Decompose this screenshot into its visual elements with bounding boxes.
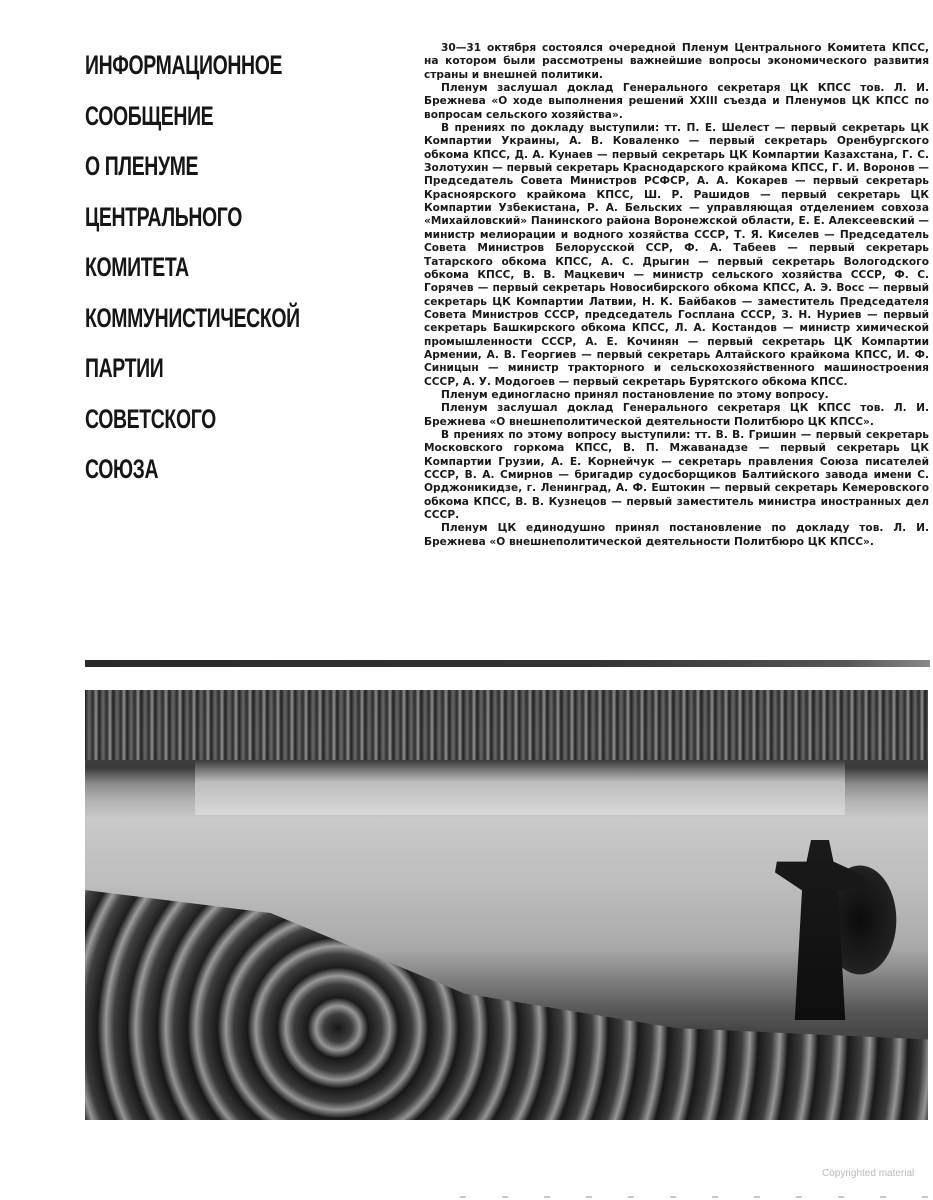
article-paragraph: 30—31 октября состоялся очередной Пленум Центрального Комитета КПСС, на котором были рассмотрены важнейшие вопросы экономического развития страны и внешней политики. [424, 42, 929, 81]
footer-scan-marks [460, 1196, 930, 1198]
headline-line: СОВЕТСКОГО [85, 403, 216, 434]
headline-line: ИНФОРМАЦИОННОЕ [85, 50, 283, 80]
copyright-notice: Copyrighted material [822, 1168, 915, 1179]
photo-background-crowd [85, 690, 928, 760]
headline-line: СОЮЗА [85, 454, 159, 484]
article-paragraph: Пленум заслушал доклад Генерального секретаря ЦК КПСС тов. Л. И. Брежнева «О внешнеполитической деятельности Политбюро ЦК КПСС». [424, 402, 929, 428]
headline-line: ПАРТИИ [85, 353, 164, 383]
headline-line: КОММУНИСТИЧЕСКОЙ [85, 302, 300, 333]
article-paragraph: В прениях по этому вопросу выступили: тт. В. В. Гришин — первый секретарь Московского горкома КПСС, В. П. Мжаванадзе — первый секретарь ЦК Компартии Грузии, А. Е. Корнейчук — секретарь правления Союза писателей СССР, В. А. Смирнов — бригадир судосборщиков Балтийского завода имени С. Орджоникидзе, г. Ленинград, А. Ф. Ештокин — первый секретарь Кемеровского обкома КПСС, В. В. Кузнецов — первый заместитель министра иностранных дел СССР. [424, 428, 929, 522]
headline [85, 40, 325, 495]
article-body [424, 42, 929, 549]
photo-barrier [195, 760, 845, 815]
headline-line: ЦЕНТРАЛЬНОГО [85, 201, 242, 232]
headline-line: СООБЩЕНИЕ [85, 100, 214, 131]
article-paragraph: Пленум заслушал доклад Генерального секретаря ЦК КПСС тов. Л. И. Брежнева «О ходе выполнения решений XXIII съезда и Пленумов ЦК КПСС по вопросам сельского хозяйства». [424, 82, 929, 121]
horizontal-rule [85, 660, 930, 667]
article-paragraph: Пленум ЦК единодушно принял постановление по докладу тов. Л. И. Брежнева «О внешнеполитической деятельности Политбюро ЦК КПСС». [424, 522, 929, 548]
crowd-photo [85, 690, 928, 1120]
photo-officer-figure [775, 840, 865, 1020]
article-paragraph: Пленум единогласно принял постановление по этому вопросу. [441, 388, 829, 401]
headline-line: О ПЛЕНУМЕ [85, 151, 199, 181]
article-paragraph: В прениях по докладу выступили: тт. П. Е. Шелест — первый секретарь ЦК Компартии Украины, А. В. Коваленко — первый секретарь Оренбургского обкома КПСС, Д. А. Кунаев — первый секретарь ЦК Компартии Казахстана, Г. С. Золотухин — первый секретарь Краснодарского крайкома КПСС, Г. И. Воронов — Председатель Совета Министров РСФСР, А. А. Кокарев — первый секретарь Красноярского крайкома КПСС, Ш. Р. Рашидов — первый секретарь ЦК Компартии Узбекистана, Р. А. Бельских — управляющая отделением совхоза «Михайловский» Панинского района Воронежской области, Е. Е. Алексеевский — министр мелиорации и водного хозяйства СССР, Т. Я. Киселев — Председатель Совета Министров Белорусской ССР, Ф. А. Табеев — первый секретарь Татарского обкома КПСС, А. С. Дрыгин — первый секретарь Вологодского обкома КПСС, В. В. Мацкевич — министр сельского хозяйства СССР, Ф. С. Горячев — первый секретарь Новосибирского обкома КПСС, А. Э. Восс — первый секретарь ЦК Компартии Латвии, Н. К. Байбаков — заместитель Председателя Совета Министров СССР, председатель Госплана СССР, З. Н. Нуриев — первый секретарь Башкирского обкома КПСС, Л. А. Костандов — министр химической промышленности СССР, А. Е. Кочинян — первый секретарь ЦК Компартии Армении, А. В. Георгиев — первый секретарь Алтайского крайкома КПСС, И. Ф. Синицын — министр тракторного и сельскохозяйственного машиностроения СССР, А. У. Модогоев — первый секретарь Бурятского обкома КПСС. [424, 122, 929, 388]
headline-line: КОМИТЕТА [85, 252, 189, 282]
